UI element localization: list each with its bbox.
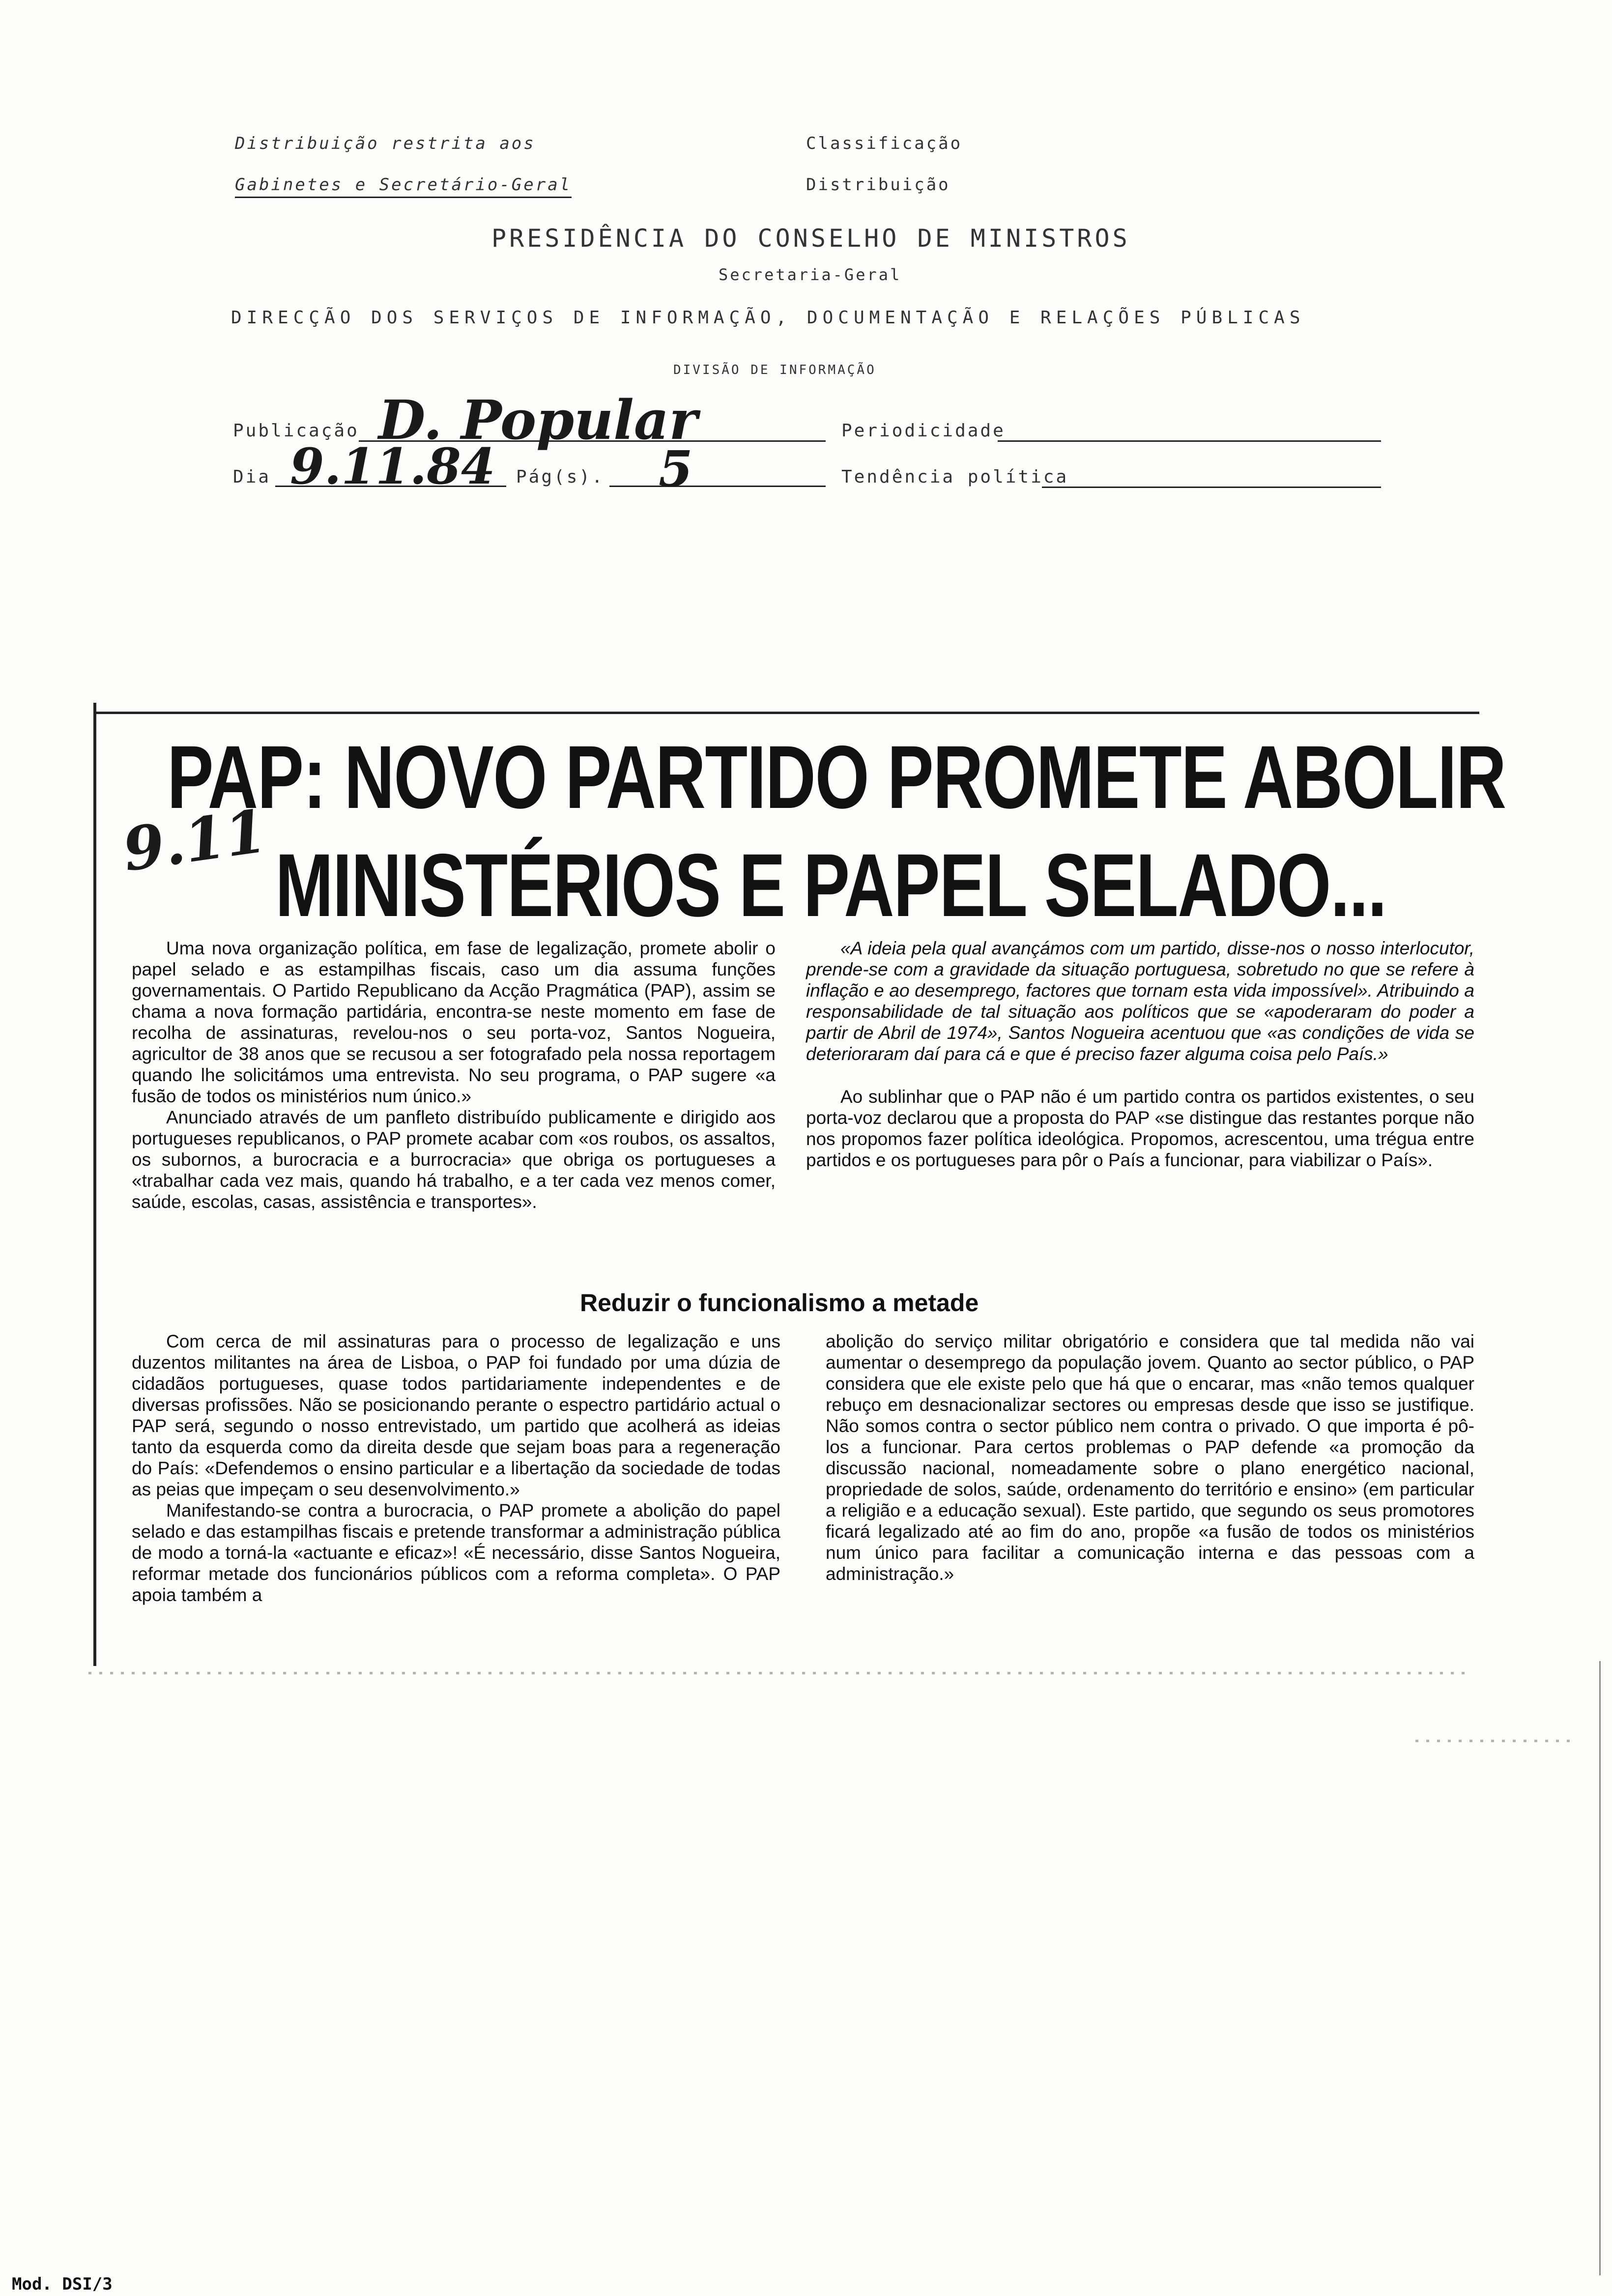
article-headline-line1: PAP: NOVO PARTIDO PROMETE ABOLIR	[167, 727, 1506, 827]
article-subheading: Reduzir o funcionalismo a metade	[580, 1289, 979, 1317]
periodicity-label: Periodicidade	[841, 421, 1006, 441]
pages-field	[609, 452, 826, 487]
tendency-field	[1042, 469, 1381, 488]
paragraph: Uma nova organização política, em fase de legalização, promete abolir o papel selado e as estampilhas fiscais, caso um dia assuma funções governamentais. O Partido Republicano da Acção Pragmática (PAP), assim se chama a nova formação partidária, encontra-se neste momento em fase de recolha de assinaturas, revelou-nos o seu porta-voz, Santos Nogueira, agricultor de 38 anos que se recusou a ser fotografado pela nossa reportagem quando lhe solicitámos uma entrevista. No seu programa, o PAP sugere «a fusão de todos os ministérios num único.»	[132, 938, 776, 1106]
day-value: 9.11.84	[290, 437, 495, 495]
paragraph: Ao sublinhar que o PAP não é um partido contra os partidos existentes, o seu porta-voz declarou que a proposta do PAP «se distingue das restantes porque não nos propomos fazer política ideológica. Propomos, acrescentou, uma trégua entre partidos e os portugueses para pôr o País a funcionar, para viabilizar o País».	[806, 1087, 1474, 1170]
classification-label: Classificação	[806, 134, 963, 153]
lower-left-column	[132, 1331, 780, 1606]
distribution-note-line1: Distribuição restrita aos	[235, 134, 536, 153]
margin-handwritten-note: 9.11	[118, 796, 271, 885]
paragraph: abolição do serviço militar obrigatório e considera que tal medida não vai aumentar o desemprego da população jovem. Quanto ao sector público, o PAP considera que ele existe pelo que há que o encarar, mas «não temos qualquer rebuço em desnacionalizar sectores ou empresas desde que isso se justifique. Não somos contra o sector público nem contra o privado. O que importa é pô-los a funcionar. Para certos problemas o PAP defende «a promoção da discussão nacional, nomeadamente sobre o plano energético nacional, propriedade de solos, saúde, ordenamento do território e ensino» (em particular a religião e a educação sexual). Este partido, que segundo os seus promotores ficará legalizado até ao fim do ano, propõe «a fusão de todos os ministérios num único para facilitar a comunicação interna e das pessoas com a administração.»	[826, 1331, 1474, 1584]
scan-smudge	[1415, 1740, 1578, 1742]
tendency-label: Tendência política	[841, 467, 1069, 487]
directorate-title: DIRECÇÃO DOS SERVIÇOS DE INFORMAÇÃO, DOCUMENTAÇÃO E RELAÇÕES PÚBLICAS	[231, 308, 1305, 328]
distribution-note-line2: Gabinetes e Secretário-Geral	[235, 175, 572, 198]
paragraph: Com cerca de mil assinaturas para o processo de legalização e uns duzentos militantes na área de Lisboa, o PAP foi fundado por uma dúzia de cidadãos portugueses, quase todos partidariamente independentes e de diversas profissões. Não se posicionando perante o espectro partidário actual o PAP será, segundo o nosso entrevistado, um partido que acolherá as ideias tanto da esquerda como da direita desde que sejam boas para a regeneração do País: «Defendemos o ensino particular e a libertação da sociedade de todas as peias que impeçam o seu desenvolvimento.»	[132, 1331, 780, 1499]
pages-value: 5	[659, 440, 693, 498]
clipping-left-rule	[93, 703, 96, 1666]
periodicity-field	[998, 423, 1381, 442]
lower-right-column	[826, 1331, 1474, 1584]
upper-left-column	[132, 938, 776, 1212]
scan-smudge	[88, 1672, 1465, 1674]
article-headline-line2: MINISTÉRIOS E PAPEL SELADO...	[275, 835, 1386, 935]
publication-label: Publicação	[233, 421, 359, 441]
publication-value: D. Popular	[378, 388, 698, 452]
clipping-top-rule	[93, 712, 1479, 714]
pages-label: Pág(s).	[516, 467, 604, 487]
form-model-code: Mod. DSI/3	[12, 2274, 113, 2294]
institution-title: PRESIDÊNCIA DO CONSELHO DE MINISTROS	[491, 224, 1130, 253]
upper-right-column	[806, 938, 1474, 1171]
day-label: Dia	[233, 467, 271, 487]
scan-edge-line	[1599, 1661, 1601, 2275]
paragraph: Anunciado através de um panfleto distribuído publicamente e dirigido aos portugueses republicanos, o PAP promete acabar com «os roubos, os assaltos, os subornos, a burocracia e a burrocracia» que obriga os portugueses a «trabalhar cada vez mais, quando há trabalho, e a ter cada vez menos comer, saúde, escolas, casas, assistência e transportes».	[132, 1107, 776, 1212]
division-title: DIVISÃO DE INFORMAÇÃO	[673, 363, 876, 377]
secretariat-title: Secretaria-Geral	[719, 265, 902, 284]
paragraph: Manifestando-se contra a burocracia, o PAP promete a abolição do papel selado e das estampilhas fiscais e pretende transformar a administração pública de modo a torná-la «actuante e eficaz»! «É necessário, disse Santos Nogueira, reformar metade dos funcionários públicos com a reforma completa». O PAP apoia também a	[132, 1500, 780, 1605]
paragraph: «A ideia pela qual avançámos com um partido, disse-nos o nosso interlocutor, prende-se com a gravidade da situação portuguesa, sobretudo no que se refere à inflação e ao desemprego, factores que tornam esta vida impossível». Atribuindo a responsabilidade de tal situação aos políticos que se «apoderaram do poder a partir de Abril de 1974», Santos Nogueira acentuou que «as condições de vida se deterioraram daí para cá e que é preciso fazer alguma coisa pelo País.»	[806, 938, 1474, 1064]
distribution-label: Distribuição	[806, 175, 950, 195]
